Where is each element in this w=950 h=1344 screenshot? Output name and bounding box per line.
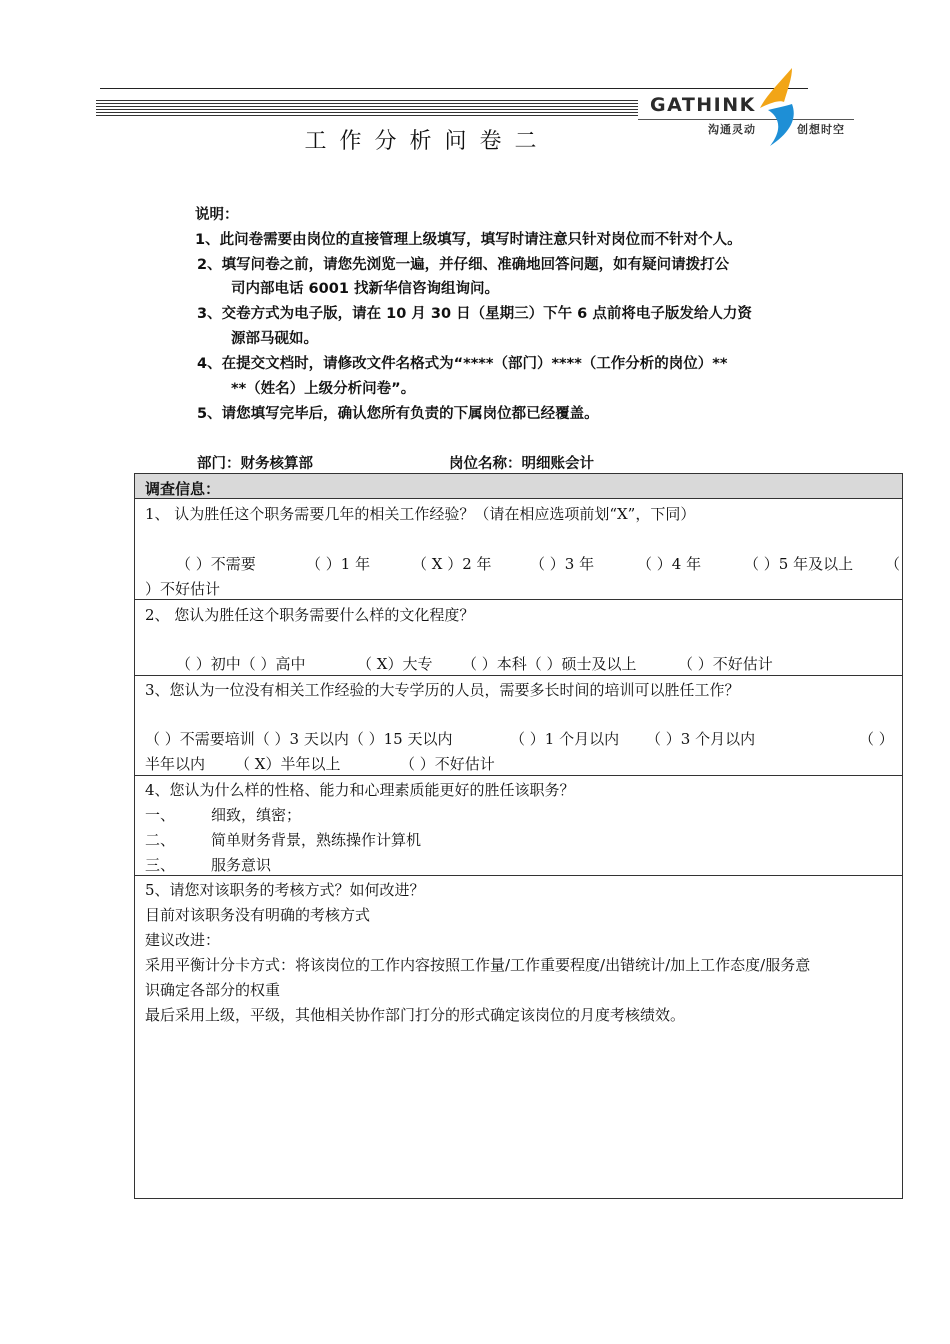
q1-question: 1、 认为胜任这个职务需要几年的相关工作经验？（请在相应选项前划“X”，下同）	[145, 505, 696, 523]
q2-option[interactable]: （ ）本科（ ）硕士及以上	[462, 655, 637, 673]
q4-answer-number: 三、	[145, 856, 176, 874]
row-divider	[135, 599, 902, 600]
q5-answer-line: 目前对该职务没有明确的考核方式	[145, 906, 371, 924]
q3-question: 3、您认为一位没有相关工作经验的大专学历的人员，需要多长时间的培训可以胜任工作？	[145, 681, 740, 699]
row-divider	[135, 675, 902, 676]
q1-option-selected[interactable]: （ X ）2 年	[412, 555, 492, 573]
q4-answer-text: 细致，缜密；	[211, 806, 302, 824]
q2-option[interactable]: （ ）不好估计	[678, 655, 773, 673]
q5-answer-line: 采用平衡计分卡方式：将该岗位的工作内容按照工作量/工作重要程度/出错统计/加上工作态度/服务意	[145, 956, 811, 974]
header-top-rule	[100, 88, 808, 89]
q4-answer-number: 二、	[145, 831, 176, 849]
q3-option[interactable]: （ ）1 个月以内	[510, 730, 620, 748]
survey-table	[134, 473, 903, 1199]
q1-option[interactable]: （ ）5 年及以上	[744, 555, 854, 573]
q2-option-selected[interactable]: （ X）大专	[357, 655, 433, 673]
q2-option[interactable]: （ ）初中（ ）高中	[176, 655, 306, 673]
q3-option-selected[interactable]: （ X）半年以上	[235, 755, 341, 773]
instruction-2b: 司内部电话 6001 找新华信咨询组询问。	[231, 281, 499, 297]
instructions-heading: 说明：	[195, 207, 239, 223]
instruction-4b: **（姓名）上级分析问卷”。	[231, 381, 416, 397]
q1-option[interactable]: （ ）1 年	[306, 555, 371, 573]
q3-option[interactable]: （ ）不需要培训（ ）3 天以内（ ）15 天以内	[145, 730, 453, 748]
page-title-wrap	[0, 124, 950, 155]
q4-answer-text: 服务意识	[211, 856, 272, 874]
q5-answer-line: 建议改进：	[145, 931, 221, 949]
q4-answer-number: 一、	[145, 806, 176, 824]
survey-table-header	[135, 474, 902, 498]
q4-question: 4、您认为什么样的性格、能力和心理素质能更好的胜任该职务？	[145, 781, 575, 799]
position-field: 岗位名称：明细账会计	[449, 456, 594, 472]
logo-tagline-right: 创想时空	[797, 123, 845, 136]
survey-table-header-label: 调查信息：	[145, 480, 221, 498]
q5-question: 5、请您对该职务的考核方式？如何改进？	[145, 881, 425, 899]
header-stripes	[96, 100, 638, 120]
department-field: 部门：财务核算部	[197, 456, 313, 472]
q3-option[interactable]: （ ）3 个月以内	[646, 730, 756, 748]
q1-option[interactable]: （	[885, 555, 901, 573]
q5-answer-line: 最后采用上级，平级，其他相关协作部门打分的形式确定该岗位的月度考核绩效。	[145, 1006, 686, 1024]
q3-option[interactable]: （ ）不好估计	[400, 755, 495, 773]
header-logo-rule	[638, 119, 854, 120]
q3-option[interactable]: （ ）	[859, 730, 894, 748]
instruction-3b: 源部马砚如。	[231, 331, 318, 347]
row-divider	[135, 775, 902, 776]
q1-option[interactable]: （ ）3 年	[530, 555, 595, 573]
q4-answer-text: 简单财务背景，熟练操作计算机	[211, 831, 422, 849]
row-divider	[135, 875, 902, 876]
instruction-4a: 4、在提交文档时，请修改文件名格式为“****（部门）****（工作分析的岗位）**	[197, 356, 728, 372]
instruction-5: 5、请您填写完毕后，确认您所有负责的下属岗位都已经覆盖。	[197, 406, 599, 422]
q2-question: 2、 您认为胜任这个职务需要什么样的文化程度？	[145, 606, 475, 624]
logo-tagline-left: 沟通灵动	[708, 123, 756, 136]
instruction-2a: 2、填写问卷之前，请您先浏览一遍，并仔细、准确地回答问题，如有疑问请拨打公	[197, 257, 730, 273]
page-title: 工作分析问卷二	[304, 129, 550, 154]
q1-option[interactable]: （ ）不需要	[176, 555, 256, 573]
q3-option[interactable]: 半年以内	[145, 755, 206, 773]
row-divider	[135, 498, 902, 499]
logo-wordmark: GATHINK	[650, 94, 756, 116]
q1-option-wrap[interactable]: ）不好估计	[145, 580, 221, 598]
instruction-1: 1、此问卷需要由岗位的直接管理上级填写，填写时请注意只针对岗位而不针对个人。	[195, 232, 742, 248]
q1-option[interactable]: （ ）4 年	[637, 555, 702, 573]
instruction-3a: 3、交卷方式为电子版，请在 10 月 30 日（星期三）下午 6 点前将电子版发给人力资	[197, 306, 752, 322]
q5-answer-line: 识确定各部分的权重	[145, 981, 281, 999]
